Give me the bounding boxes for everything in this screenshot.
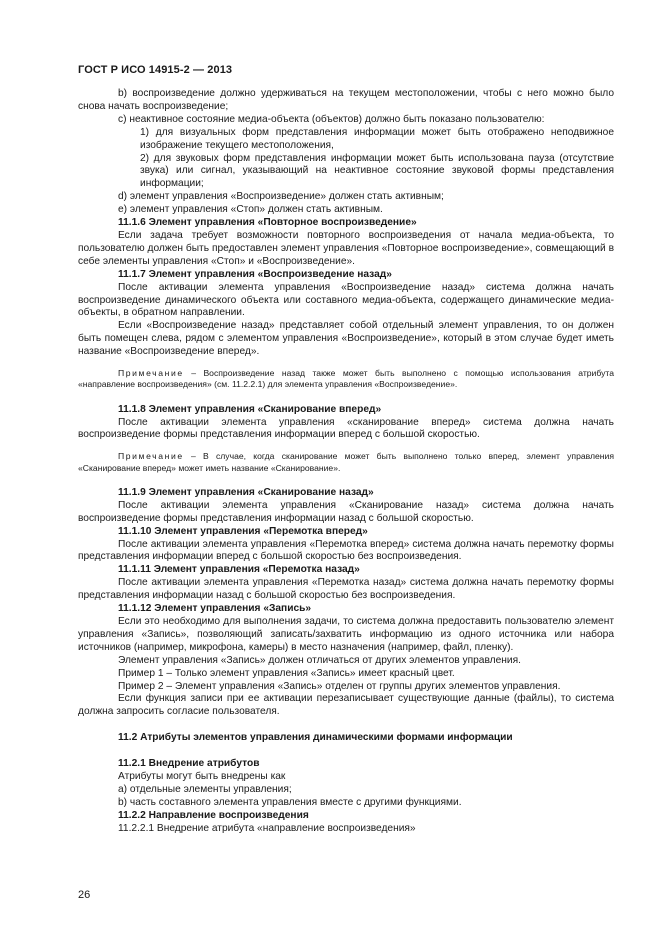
document-header: ГОСТ Р ИСО 14915-2 — 2013: [78, 64, 233, 76]
section-heading-11-1-7: 11.1.7 Элемент управления «Воспроизведение назад»: [118, 268, 392, 280]
note-text: – Воспроизведение назад также может быть выполнено с помощью использования атрибута «направление воспроизведения» (см. 11.2.2.1) для элемента управления «Воспроизведение».: [78, 368, 614, 390]
paragraph-11-1-7-a: После активации элемента управления «Воспроизведение назад» система должна начать воспроизведение динамического объекта или составного медиа-объекта, содержащего динамические медиа-объекты, в обратном направлении.: [78, 281, 614, 319]
list-item-a: а) отдельные элементы управления;: [118, 783, 292, 795]
paragraph-11-1-7-b: Если «Воспроизведение назад» представляет собой отдельный элемент управления, то он должен быть помещен слева, рядом с элементом управления «Воспроизведение», который в этом случае будет иметь название «Воспроизведение вперед».: [78, 320, 614, 358]
list-item-b: b) воспроизведение должно удерживаться на текущем местоположении, чтобы с него можно было снова начать воспроизведение;: [78, 88, 614, 112]
paragraph-11-1-9: После активации элемента управления «Сканирование назад» система должна начать воспроизведение формы представления информации назад с большой скоростью.: [78, 499, 614, 524]
list-item-e: e) элемент управления «Стоп» должен стать активным.: [118, 204, 383, 216]
section-heading-11-1-11: 11.1.11 Элемент управления «Перемотка назад»: [118, 564, 360, 576]
paragraph-11-1-12-e: Если функция записи при ее активации перезаписывает существующие данные (файлы), то система должна запросить согласие пользователя.: [78, 693, 614, 718]
section-heading-11-2-1: 11.2.1 Внедрение атрибутов: [118, 758, 260, 770]
document-body: [78, 88, 614, 836]
paragraph-11-1-11: После активации элемента управления «Перемотка назад» система должна начать перемотку формы представления информации назад с большой скоростью без воспроизведения.: [78, 577, 614, 602]
paragraph-11-2-2-1: 11.2.2.1 Внедрение атрибута «направление воспроизведения»: [118, 822, 416, 834]
paragraph-11-2-1-a: Атрибуты могут быть внедрены как: [118, 771, 286, 783]
sub-item-1: 1) для визуальных форм представления информации может быть отображено неподвижное изображение текущего местоположения,: [140, 126, 614, 151]
paragraph-11-1-10: После активации элемента управления «Перемотка вперед» система должна начать перемотку формы представления информации вперед с большой скоростью без воспроизведения.: [78, 538, 614, 563]
paragraph-11-1-12-a: Если это необходимо для выполнения задачи, то система должна предоставить пользователю элемент управления «Запись», позволяющий записать/захватить информацию из одного источника или набора источников (например, микрофона, камеры) в место назначения (например, файл, пленку).: [78, 616, 614, 653]
example-2: Пример 2 – Элемент управления «Запись» отделен от группы других элементов управления.: [118, 680, 561, 692]
section-heading-11-1-9: 11.1.9 Элемент управления «Сканирование назад»: [118, 486, 374, 498]
section-heading-11-2: 11.2 Атрибуты элементов управления динамическими формами информации: [118, 732, 513, 744]
page-number: 26: [78, 889, 91, 901]
note-text: – В случае, когда сканирование может быть выполнено только вперед, элемент управления «Сканирование вперед» может иметь название «Сканирование».: [78, 451, 614, 473]
paragraph-11-1-6: Если задача требует возможности повторного воспроизведения от начала медиа-объекта, то пользователю должен быть предоставлен элемент управления «Повторное воспроизведение», совмещающий в себе элементы управления «Стоп» и «Воспроизведение».: [78, 229, 614, 267]
section-heading-11-1-8: 11.1.8 Элемент управления «Сканирование вперед»: [118, 403, 382, 415]
section-heading-11-1-10: 11.1.10 Элемент управления «Перемотка вперед»: [118, 525, 368, 537]
paragraph-11-1-12-b: Элемент управления «Запись» должен отличаться от других элементов управления.: [118, 654, 521, 666]
section-heading-11-2-2: 11.2.2 Направление воспроизведения: [118, 809, 309, 821]
list-item-c: c) неактивное состояние медиа-объекта (объектов) должно быть показано пользователю:: [118, 113, 545, 125]
note-11-1-7: [78, 368, 614, 391]
paragraph-11-1-8: После активации элемента управления «сканирование вперед» система должна начать воспроизведение формы представления информации вперед с большой скоростью.: [78, 416, 614, 441]
example-1: Пример 1 – Только элемент управления «Запись» имеет красный цвет.: [118, 667, 455, 679]
section-heading-11-1-12: 11.1.12 Элемент управления «Запись»: [118, 603, 312, 615]
sub-item-2: 2) для звуковых форм представления информации может быть использована пауза (отсутствие звука) или сигнал, указывающий на неактивное состояние звуковой формы представления информации;: [140, 152, 614, 190]
section-heading-11-1-6: 11.1.6 Элемент управления «Повторное воспроизведение»: [118, 217, 417, 229]
list-item-b2: b) часть составного элемента управления вместе с другими функциями.: [118, 796, 462, 808]
list-item-d: d) элемент управления «Воспроизведение» должен стать активным;: [118, 191, 444, 203]
note-11-1-8: [78, 451, 614, 474]
note-label: Примечание: [118, 368, 184, 379]
note-label: Примечание: [118, 451, 184, 462]
